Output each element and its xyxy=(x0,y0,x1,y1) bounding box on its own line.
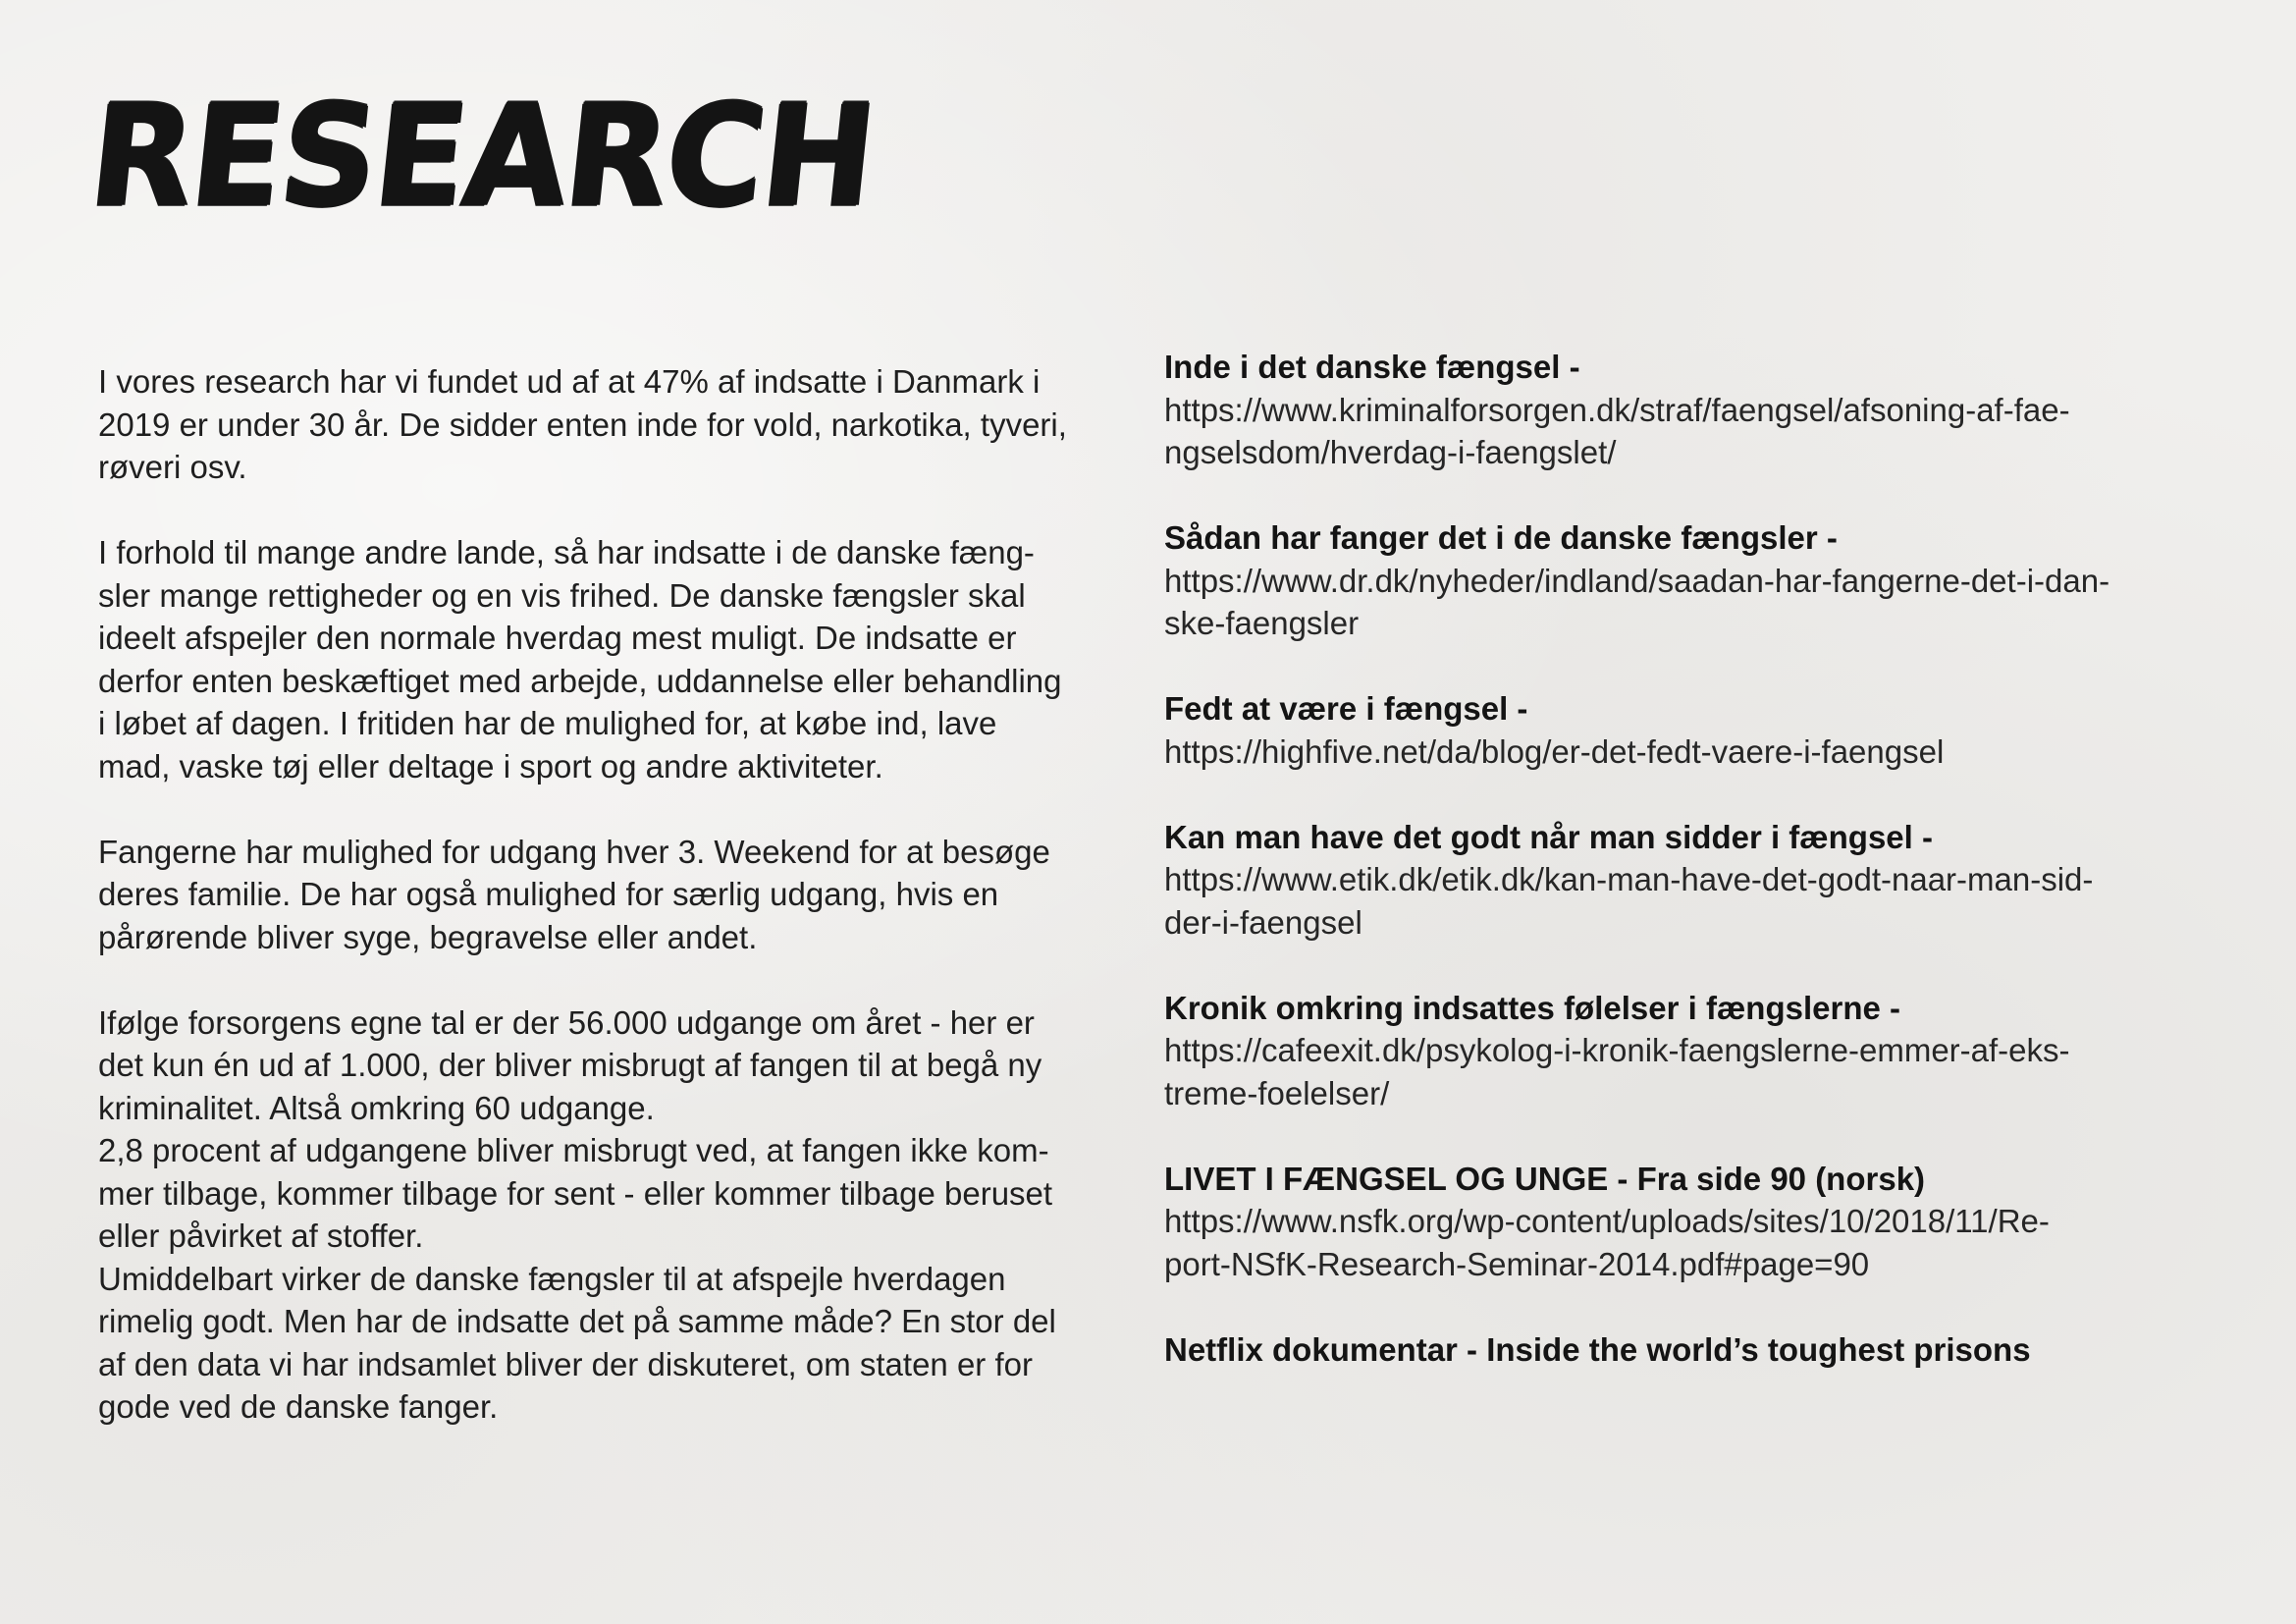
reference-link[interactable]: https://www.dr.dk/nyheder/indland/saadan-har-fangerne-det-i-dan- ske-faengsler xyxy=(1164,562,2110,641)
reference-link[interactable]: https://www.nsfk.org/wp-content/uploads/sites/10/2018/11/Re- port-NSfK-Research-Seminar-2014.pdf#page=90 xyxy=(1164,1203,2050,1282)
reference-title: Kan man have det godt når man sidder i fængsel - xyxy=(1164,818,1933,855)
reference-item xyxy=(1164,516,2224,645)
reference-link[interactable]: https://www.kriminalforsorgen.dk/straf/faengsel/afsoning-af-fae- ngselsdom/hverdag-i-faengslet/ xyxy=(1164,391,2070,470)
paragraph-age-statistics: I vores research har vi fundet ud af at 47% af indsatte i Danmark i 2019 er under 30 år. De sidder enten inde for vold, narkotika, tyveri, røveri osv. xyxy=(98,363,1067,485)
reference-item xyxy=(1164,987,2224,1115)
paragraph-weekend-leave: Fangerne har mulighed for udgang hver 3. Weekend for at besøge deres familie. De har også mulighed for særlig udgang, hvis en pårørende bliver syge, begravelse eller andet. xyxy=(98,833,1050,955)
reference-item xyxy=(1164,816,2224,945)
reference-link[interactable]: https://highfive.net/da/blog/er-det-fedt-vaere-i-faengsel xyxy=(1164,732,1945,770)
page-title: RESEARCH xyxy=(81,75,881,239)
references-column xyxy=(1164,346,2224,1414)
reference-link[interactable]: https://cafeexit.dk/psykolog-i-kronik-faengslerne-emmer-af-eks- treme-foelelser/ xyxy=(1164,1032,2070,1111)
reference-title: Fedt at være i fængsel - xyxy=(1164,690,1528,727)
reference-title: LIVET I FÆNGSEL OG UNGE - Fra side 90 (norsk) xyxy=(1164,1160,1926,1197)
paragraph-rights-and-freedom: I forhold til mange andre lande, så har indsatte i de danske fæng- sler mange rettigheder og en vis frihed. De danske fængsler skal ideelt afspejler den normale hverdag mest muligt. De indsatte er derfor enten beskæftiget med arbejde, uddannelse eller behandling i løbet af dagen. I fritiden har de mulighed for, at købe ind, lave mad, vaske tøj eller deltage i sport og andre aktiviteter. xyxy=(98,534,1062,785)
reference-title: Netflix dokumentar - Inside the world’s toughest prisons xyxy=(1164,1330,2031,1368)
paragraph-conclusion: Umiddelbart virker de danske fængsler til at afspejle hverdagen rimelig godt. Men har de indsatte det på samme måde? En stor del af den data vi har indsamlet bliver der diskuteret, om staten er for gode ved de danske fanger. xyxy=(98,1260,1056,1425)
reference-item xyxy=(1164,687,2224,773)
reference-item xyxy=(1164,1328,2224,1372)
reference-item xyxy=(1164,1158,2224,1286)
paragraph-leave-statistics: Ifølge forsorgens egne tal er der 56.000 udgange om året - her er det kun én ud af 1.000, der bliver misbrugt af fangen til at begå ny kriminalitet. Altså omkring 60 udgange. xyxy=(98,1003,1042,1126)
body-text-column xyxy=(98,360,1148,1429)
paragraph-leave-misuse: 2,8 procent af udgangene bliver misbrugt ved, at fangen ikke kom- mer tilbage, kommer tilbage for sent - eller kommer tilbage beruset eller påvirket af stoffer. xyxy=(98,1132,1053,1254)
reference-title: Kronik omkring indsattes følelser i fængslerne - xyxy=(1164,989,1900,1026)
reference-item xyxy=(1164,346,2224,474)
reference-link[interactable]: https://www.etik.dk/etik.dk/kan-man-have-det-godt-naar-man-sid- der-i-faengsel xyxy=(1164,861,2094,941)
reference-title: Sådan har fanger det i de danske fængsler - xyxy=(1164,519,1838,556)
reference-title: Inde i det danske fængsel - xyxy=(1164,349,1580,385)
